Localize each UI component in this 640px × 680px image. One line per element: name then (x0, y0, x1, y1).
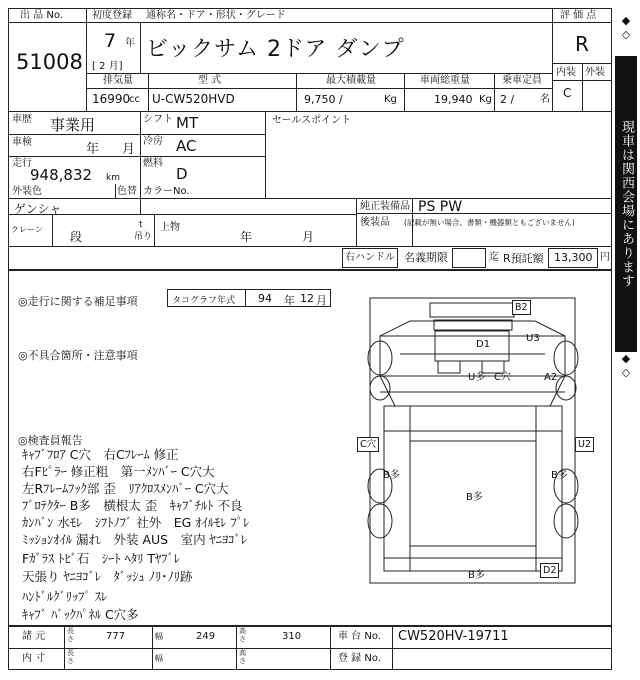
mark-u2: U2 (575, 437, 594, 452)
inspection-label: 車検 (12, 137, 32, 148)
length-label: 長さ (67, 627, 74, 643)
mileage-unit: km (106, 173, 120, 183)
venue-note: 現車は関西会場にあります (615, 56, 637, 352)
mark-b-many-bed: B多 (466, 492, 483, 503)
ac-value: AC (176, 137, 197, 155)
inner-height-label: 高さ (239, 649, 246, 665)
mark-u3: U3 (526, 333, 540, 344)
car-name-label: 通称名・ドア・形状・グレード (146, 10, 286, 21)
interior-label: 内装 (556, 67, 576, 78)
aftermarket-label: 後装品 (360, 217, 390, 228)
inspector-line: ｷｬﾌﾞﾌﾛｱ C穴 右Cﾌﾚｰﾑ 修正 (22, 447, 179, 462)
mileage-value: 948,832 (30, 166, 93, 184)
width-value: 249 (196, 631, 216, 642)
max-load-label: 最大積載量 (326, 75, 376, 86)
spec-label: 諸 元 (22, 631, 46, 642)
mark-d2: D2 (540, 563, 559, 578)
mark-b-many-left: B多 (383, 470, 400, 481)
capacity-label: 乗車定員 (502, 75, 542, 86)
name-change-box (452, 248, 486, 268)
gross-weight-unit: Kg (479, 94, 492, 105)
displacement-label: 排気量 (103, 75, 133, 86)
crane-ton-unit: t (139, 220, 143, 230)
diamond-icon: ◆ (621, 352, 631, 365)
mark-b-many-right: B多 (551, 470, 568, 481)
overall-score: R (575, 32, 589, 56)
gross-weight: 19,940 (434, 93, 473, 106)
exterior-label: 外装 (585, 67, 605, 78)
diamond-outline-icon: ◇ (621, 366, 631, 379)
crane-step-unit: 段 (70, 230, 83, 244)
car-name: ビックサム 2ドア ダンプ (146, 37, 405, 62)
recycle-unit: 円 (600, 252, 610, 263)
inspector-line: 天張り ﾔﾆﾖｺﾞﾚ ﾀﾞｯｼｭ ﾉﾘ･ﾉﾘ跡 (22, 569, 193, 584)
mark-b-many-rear: B多 (468, 570, 485, 581)
displacement: 16990 (92, 92, 131, 106)
color-change-label: 色替 (117, 186, 137, 197)
sales-point-label: セールスポイント (272, 115, 352, 126)
mark-u-many: U多 (468, 372, 486, 383)
capacity-unit: 名 (540, 94, 550, 105)
first-registration-label: 初度登録 (92, 10, 132, 21)
equipment-label: 純正装備品 (360, 201, 410, 212)
inspector-line: ｷｬﾌﾞ ﾊﾞｯｸﾊﾟﾈﾙ C穴多 (22, 607, 139, 622)
inspector-line: ﾌﾟﾛﾃｸﾀｰ B多 横根太 歪 ｷｬﾌﾞﾁﾙﾄ 不良 (22, 498, 243, 513)
crane-label: クレーン (11, 225, 43, 234)
chassis-number: CW520HV-19711 (398, 629, 509, 644)
recycle-label: R預託額 (503, 252, 544, 265)
inspector-line: Fｶﾞﾗｽ ﾄﾋﾞ石 ｼｰﾄ ﾍﾀﾘ Tﾔﾌﾞﾚ (22, 551, 180, 566)
fuel-value: D (176, 165, 188, 183)
shift-value: MT (176, 114, 199, 132)
mark-c-hole-left: C穴 (357, 437, 379, 452)
max-load-unit: Kg (384, 94, 397, 105)
inner-dim-label: 内 寸 (22, 653, 46, 664)
tachograph-year: 94 (258, 292, 272, 305)
model-code: U-CW520HVD (152, 92, 235, 106)
interior-score: C (563, 86, 572, 100)
name-change-label: 名義期限 (404, 251, 448, 264)
registration-year: 7 (104, 30, 117, 52)
history-label: 車歴 (12, 114, 32, 125)
recycle-prefix: 迄 (489, 252, 499, 263)
tachograph-year-unit: 年 (284, 294, 295, 307)
diamond-outline-icon: ◇ (621, 28, 631, 41)
registration-no-label: 登 録 No. (338, 653, 381, 664)
length-value: 777 (106, 631, 126, 642)
fuel-label: 燃料 (143, 158, 163, 169)
upper-month-unit: 月 (302, 230, 315, 244)
chassis-label: 車 台 No. (338, 631, 381, 642)
inspector-line: ｶﾝﾊﾞﾝ 水ﾓﾚ ｼﾌﾄﾉﾌﾞ 社外 EG ｵｲﾙﾓﾚ ﾌﾟﾚ (22, 515, 250, 530)
inspector-line: 右Fﾋﾟﾗｰ 修正粗 第一ﾒﾝﾊﾞｰ C穴大 (22, 464, 215, 479)
defect-title: ◎不具合箇所・注意事項 (18, 349, 138, 362)
inspection-month-unit: 月 (122, 142, 136, 157)
color-value: ゲンシャ (14, 202, 62, 216)
height-label: 高さ (239, 627, 246, 643)
score-label: 評 価 点 (560, 10, 597, 21)
gross-weight-label: 車両総重量 (420, 75, 470, 86)
displacement-unit: cc (129, 94, 140, 105)
recycle-value: 13,300 (554, 251, 593, 264)
mark-a2: A2 (544, 372, 558, 383)
mileage-label: 走行 (12, 158, 32, 169)
equipment-value: PS PW (418, 199, 463, 215)
side-marks-bottom (617, 352, 635, 380)
tachograph-month: 12 (300, 292, 314, 305)
drive-notes-title: ◎走行に関する補足事項 (18, 295, 138, 308)
inner-length-label: 長さ (67, 649, 74, 665)
inspector-line: 左Rﾌﾚｰﾑﾌｯｸ部 歪 ﾘｱｸﾛｽﾒﾝﾊﾞｰ C穴大 (22, 481, 229, 496)
upper-year-unit: 年 (240, 230, 253, 244)
crane-hang-unit: 吊り (134, 232, 153, 242)
capacity: 2 / (500, 93, 515, 106)
color-number-label: カラーNo. (143, 186, 190, 197)
ac-label: 冷房 (143, 136, 163, 147)
lot-number: 51008 (16, 50, 83, 74)
year-unit: 年 (125, 38, 135, 49)
inspection-year-unit: 年 (86, 142, 100, 157)
width-label: 幅 (155, 632, 163, 641)
lot-label: 出 品 No. (20, 10, 63, 21)
side-marks-top (617, 14, 635, 42)
diamond-icon: ◆ (621, 14, 631, 27)
height-value: 310 (282, 631, 302, 642)
color-label: 外装色 (12, 186, 42, 197)
model-label: 型 式 (198, 75, 222, 86)
tachograph-month-unit: 月 (316, 294, 327, 307)
mark-b2: B2 (512, 300, 531, 315)
inspector-line: ﾊﾝﾄﾞﾙｸﾞﾘｯﾌﾟ ｽﾚ (22, 589, 108, 604)
max-load: 9,750 / (304, 93, 343, 106)
mark-c-hole-cab: C穴 (494, 372, 511, 383)
tachograph-label: タコグラフ年式 (172, 296, 236, 306)
shift-label: シフト (143, 114, 173, 125)
upper-body-label: 上物 (160, 222, 180, 233)
inner-width-label: 幅 (155, 654, 163, 663)
inspector-title: ◎検査員報告 (18, 434, 83, 447)
handle-value: 右ハンドル (345, 252, 395, 263)
aftermarket-note: (記載が無い場合、書類・機器類ともございません) (404, 218, 575, 227)
registration-month: [ 2 月] (92, 61, 123, 72)
inspector-line: ﾐｯｼｮﾝｵｲﾙ 漏れ 外装 AUS 室内 ﾔﾆﾖｺﾞﾚ (22, 532, 248, 547)
truck-diagram (340, 296, 605, 586)
mark-d1: D1 (476, 339, 491, 350)
history-value: 事業用 (50, 116, 96, 134)
